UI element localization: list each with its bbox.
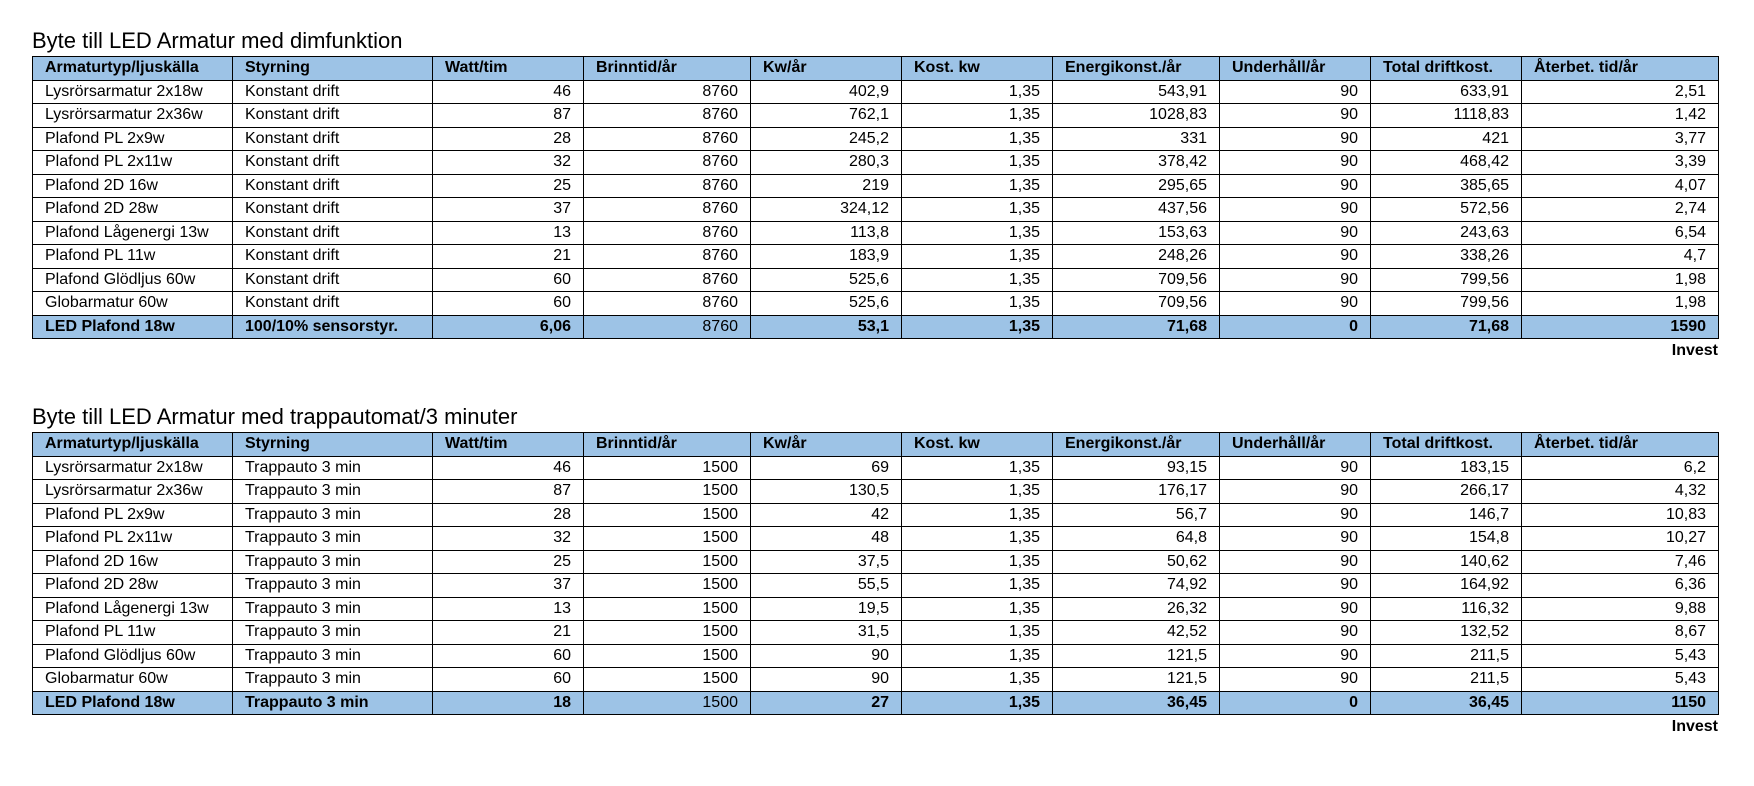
cell-aterbet: 1,42 (1522, 104, 1719, 128)
table-row (33, 174, 1719, 198)
cell-underhall: 90 (1220, 621, 1371, 645)
cell-watt: 60 (433, 268, 584, 292)
cell-kw: 219 (751, 174, 902, 198)
led-cell-kw: 53,1 (751, 315, 902, 339)
cell-armaturtyp: Plafond PL 2x11w (33, 527, 233, 551)
led-cell-energi: 71,68 (1053, 315, 1220, 339)
column-header-kw: Kw/år (751, 57, 902, 81)
cell-kost: 1,35 (902, 597, 1053, 621)
cell-total: 385,65 (1371, 174, 1522, 198)
table-row (33, 503, 1719, 527)
cell-brinntid: 1500 (584, 668, 751, 692)
cell-watt: 60 (433, 292, 584, 316)
table-row (33, 268, 1719, 292)
cell-total: 799,56 (1371, 292, 1522, 316)
column-header-styrning: Styrning (233, 57, 433, 81)
led-cell-underhall: 0 (1220, 691, 1371, 715)
cell-energi: 331 (1053, 127, 1220, 151)
cell-energi: 176,17 (1053, 480, 1220, 504)
cell-underhall: 90 (1220, 456, 1371, 480)
table2-title: Byte till LED Armatur med trappautomat/3 minuter (32, 404, 518, 429)
cell-armaturtyp: Plafond 2D 16w (33, 550, 233, 574)
cell-armaturtyp: Plafond 2D 16w (33, 174, 233, 198)
cell-armaturtyp: Plafond 2D 28w (33, 574, 233, 598)
cell-aterbet: 8,67 (1522, 621, 1719, 645)
cell-armaturtyp: Plafond Lågenergi 13w (33, 221, 233, 245)
cell-brinntid: 8760 (584, 221, 751, 245)
column-header-aterbet: Återbet. tid/år (1522, 57, 1719, 81)
table2-body (33, 456, 1719, 715)
cell-kost: 1,35 (902, 127, 1053, 151)
cell-styrning: Konstant drift (233, 104, 433, 128)
cell-brinntid: 8760 (584, 174, 751, 198)
cell-styrning: Trappauto 3 min (233, 527, 433, 551)
table-row (33, 245, 1719, 269)
cell-kw: 245,2 (751, 127, 902, 151)
cell-total: 116,32 (1371, 597, 1522, 621)
cell-kost: 1,35 (902, 80, 1053, 104)
cell-aterbet: 3,77 (1522, 127, 1719, 151)
cell-aterbet: 6,54 (1522, 221, 1719, 245)
table-row (33, 292, 1719, 316)
cell-energi: 153,63 (1053, 221, 1220, 245)
cell-total: 572,56 (1371, 198, 1522, 222)
cell-energi: 543,91 (1053, 80, 1220, 104)
led-cell-armaturtyp: LED Plafond 18w (33, 315, 233, 339)
cell-styrning: Trappauto 3 min (233, 644, 433, 668)
cell-watt: 28 (433, 127, 584, 151)
cell-kw: 402,9 (751, 80, 902, 104)
cell-brinntid: 1500 (584, 550, 751, 574)
cell-brinntid: 1500 (584, 456, 751, 480)
cell-watt: 28 (433, 503, 584, 527)
cell-aterbet: 7,46 (1522, 550, 1719, 574)
cell-energi: 26,32 (1053, 597, 1220, 621)
cell-armaturtyp: Plafond PL 2x9w (33, 503, 233, 527)
cell-total: 211,5 (1371, 668, 1522, 692)
cell-kw: 113,8 (751, 221, 902, 245)
table-row (33, 127, 1719, 151)
cell-kw: 42 (751, 503, 902, 527)
column-header-total: Total driftkost. (1371, 57, 1522, 81)
table-row (33, 198, 1719, 222)
cell-styrning: Konstant drift (233, 221, 433, 245)
cell-underhall: 90 (1220, 174, 1371, 198)
cell-watt: 60 (433, 668, 584, 692)
cell-kost: 1,35 (902, 245, 1053, 269)
cell-kost: 1,35 (902, 104, 1053, 128)
table2 (32, 432, 1719, 715)
cell-kost: 1,35 (902, 550, 1053, 574)
cell-underhall: 90 (1220, 527, 1371, 551)
table-row (33, 550, 1719, 574)
cell-kost: 1,35 (902, 621, 1053, 645)
table2-header-row (33, 433, 1719, 457)
led-cell-total: 71,68 (1371, 315, 1522, 339)
cell-brinntid: 1500 (584, 480, 751, 504)
table-row (33, 574, 1719, 598)
cell-aterbet: 5,43 (1522, 644, 1719, 668)
cell-watt: 25 (433, 550, 584, 574)
cell-underhall: 90 (1220, 127, 1371, 151)
table-row (33, 456, 1719, 480)
cell-kost: 1,35 (902, 480, 1053, 504)
cell-total: 146,7 (1371, 503, 1522, 527)
cell-aterbet: 4,07 (1522, 174, 1719, 198)
cell-armaturtyp: Globarmatur 60w (33, 668, 233, 692)
cell-aterbet: 2,51 (1522, 80, 1719, 104)
column-header-watt: Watt/tim (433, 57, 584, 81)
led-cell-watt: 18 (433, 691, 584, 715)
cell-energi: 709,56 (1053, 292, 1220, 316)
cell-armaturtyp: Globarmatur 60w (33, 292, 233, 316)
cell-total: 183,15 (1371, 456, 1522, 480)
cell-kw: 31,5 (751, 621, 902, 645)
cell-kw: 90 (751, 668, 902, 692)
cell-kw: 324,12 (751, 198, 902, 222)
cell-aterbet: 10,27 (1522, 527, 1719, 551)
cell-kost: 1,35 (902, 174, 1053, 198)
cell-styrning: Trappauto 3 min (233, 621, 433, 645)
led-cell-total: 36,45 (1371, 691, 1522, 715)
cell-watt: 25 (433, 174, 584, 198)
cell-aterbet: 10,83 (1522, 503, 1719, 527)
cell-watt: 46 (433, 80, 584, 104)
column-header-watt: Watt/tim (433, 433, 584, 457)
cell-watt: 87 (433, 480, 584, 504)
cell-energi: 121,5 (1053, 668, 1220, 692)
cell-total: 633,91 (1371, 80, 1522, 104)
cell-armaturtyp: Lysrörsarmatur 2x36w (33, 104, 233, 128)
cell-kw: 48 (751, 527, 902, 551)
cell-brinntid: 8760 (584, 292, 751, 316)
cell-total: 421 (1371, 127, 1522, 151)
cell-armaturtyp: Plafond PL 11w (33, 245, 233, 269)
cell-energi: 1028,83 (1053, 104, 1220, 128)
cell-total: 338,26 (1371, 245, 1522, 269)
cell-total: 132,52 (1371, 621, 1522, 645)
cell-styrning: Trappauto 3 min (233, 668, 433, 692)
column-header-armaturtyp: Armaturtyp/ljuskälla (33, 57, 233, 81)
cell-kw: 183,9 (751, 245, 902, 269)
cell-watt: 37 (433, 574, 584, 598)
led-cell-aterbet: 1150 (1522, 691, 1719, 715)
cell-styrning: Trappauto 3 min (233, 480, 433, 504)
table-row (33, 621, 1719, 645)
column-header-kw: Kw/år (751, 433, 902, 457)
cell-aterbet: 6,2 (1522, 456, 1719, 480)
cell-styrning: Konstant drift (233, 198, 433, 222)
table-row (33, 644, 1719, 668)
cell-kw: 55,5 (751, 574, 902, 598)
cell-watt: 32 (433, 527, 584, 551)
table1-header (33, 57, 1719, 81)
cell-styrning: Konstant drift (233, 268, 433, 292)
cell-watt: 21 (433, 245, 584, 269)
cell-kw: 280,3 (751, 151, 902, 175)
cell-energi: 248,26 (1053, 245, 1220, 269)
cell-underhall: 90 (1220, 292, 1371, 316)
cell-brinntid: 1500 (584, 597, 751, 621)
table1-title: Byte till LED Armatur med dimfunktion (32, 28, 403, 53)
cell-energi: 295,65 (1053, 174, 1220, 198)
led-cell-watt: 6,06 (433, 315, 584, 339)
cell-energi: 121,5 (1053, 644, 1220, 668)
cell-energi: 378,42 (1053, 151, 1220, 175)
cell-brinntid: 8760 (584, 151, 751, 175)
cell-aterbet: 1,98 (1522, 292, 1719, 316)
cell-watt: 87 (433, 104, 584, 128)
cell-underhall: 90 (1220, 550, 1371, 574)
cell-watt: 13 (433, 221, 584, 245)
cell-kost: 1,35 (902, 456, 1053, 480)
cell-underhall: 90 (1220, 503, 1371, 527)
cell-energi: 437,56 (1053, 198, 1220, 222)
cell-kost: 1,35 (902, 503, 1053, 527)
cell-total: 1118,83 (1371, 104, 1522, 128)
cell-aterbet: 3,39 (1522, 151, 1719, 175)
cell-styrning: Konstant drift (233, 174, 433, 198)
cell-underhall: 90 (1220, 221, 1371, 245)
cell-armaturtyp: Plafond Glödljus 60w (33, 644, 233, 668)
cell-kost: 1,35 (902, 668, 1053, 692)
cell-aterbet: 5,43 (1522, 668, 1719, 692)
cell-armaturtyp: Plafond 2D 28w (33, 198, 233, 222)
cell-underhall: 90 (1220, 245, 1371, 269)
cell-underhall: 90 (1220, 104, 1371, 128)
cell-armaturtyp: Plafond PL 2x9w (33, 127, 233, 151)
cell-underhall: 90 (1220, 597, 1371, 621)
cell-brinntid: 8760 (584, 127, 751, 151)
section-dimfunktion (32, 26, 1718, 363)
cell-total: 243,63 (1371, 221, 1522, 245)
cell-styrning: Konstant drift (233, 80, 433, 104)
cell-watt: 37 (433, 198, 584, 222)
table-row (33, 221, 1719, 245)
cell-watt: 46 (433, 456, 584, 480)
led-cell-kw: 27 (751, 691, 902, 715)
cell-kost: 1,35 (902, 151, 1053, 175)
led-cell-energi: 36,45 (1053, 691, 1220, 715)
table-row (33, 104, 1719, 128)
cell-energi: 50,62 (1053, 550, 1220, 574)
cell-armaturtyp: Plafond PL 11w (33, 621, 233, 645)
led-cell-kost: 1,35 (902, 691, 1053, 715)
cell-underhall: 90 (1220, 151, 1371, 175)
cell-aterbet: 4,7 (1522, 245, 1719, 269)
led-cell-brinntid: 1500 (584, 691, 751, 715)
cell-underhall: 90 (1220, 480, 1371, 504)
led-cell-underhall: 0 (1220, 315, 1371, 339)
cell-kost: 1,35 (902, 198, 1053, 222)
table1-body (33, 80, 1719, 339)
cell-brinntid: 1500 (584, 527, 751, 551)
cell-kw: 525,6 (751, 292, 902, 316)
cell-total: 799,56 (1371, 268, 1522, 292)
cell-brinntid: 1500 (584, 621, 751, 645)
led-cell-styrning: Trappauto 3 min (233, 691, 433, 715)
cell-energi: 93,15 (1053, 456, 1220, 480)
cell-brinntid: 8760 (584, 268, 751, 292)
cell-armaturtyp: Plafond Glödljus 60w (33, 268, 233, 292)
table2-invest-label: Invest (1671, 718, 1718, 735)
led-row (33, 315, 1719, 339)
cell-styrning: Trappauto 3 min (233, 550, 433, 574)
cell-armaturtyp: Lysrörsarmatur 2x18w (33, 456, 233, 480)
cell-watt: 21 (433, 621, 584, 645)
cell-underhall: 90 (1220, 198, 1371, 222)
cell-energi: 74,92 (1053, 574, 1220, 598)
cell-watt: 32 (433, 151, 584, 175)
cell-kost: 1,35 (902, 268, 1053, 292)
led-cell-brinntid: 8760 (584, 315, 751, 339)
table-row (33, 668, 1719, 692)
cell-aterbet: 1,98 (1522, 268, 1719, 292)
column-header-energi: Energikonst./år (1053, 57, 1220, 81)
cell-styrning: Trappauto 3 min (233, 574, 433, 598)
cell-kw: 130,5 (751, 480, 902, 504)
cell-kost: 1,35 (902, 292, 1053, 316)
column-header-brinntid: Brinntid/år (584, 433, 751, 457)
cell-kost: 1,35 (902, 644, 1053, 668)
cell-armaturtyp: Plafond PL 2x11w (33, 151, 233, 175)
cell-total: 154,8 (1371, 527, 1522, 551)
cell-underhall: 90 (1220, 574, 1371, 598)
cell-aterbet: 6,36 (1522, 574, 1719, 598)
cell-brinntid: 8760 (584, 245, 751, 269)
column-header-underhall: Underhåll/år (1220, 433, 1371, 457)
cell-brinntid: 8760 (584, 104, 751, 128)
column-header-aterbet: Återbet. tid/år (1522, 433, 1719, 457)
led-row (33, 691, 1719, 715)
section-trappautomat (32, 402, 1718, 739)
cell-energi: 709,56 (1053, 268, 1220, 292)
cell-brinntid: 8760 (584, 80, 751, 104)
cell-aterbet: 4,32 (1522, 480, 1719, 504)
cell-underhall: 90 (1220, 268, 1371, 292)
table1-header-row (33, 57, 1719, 81)
cell-styrning: Konstant drift (233, 245, 433, 269)
table-row (33, 597, 1719, 621)
led-cell-kost: 1,35 (902, 315, 1053, 339)
table1-invest-label: Invest (1671, 342, 1718, 359)
cell-underhall: 90 (1220, 644, 1371, 668)
cell-armaturtyp: Lysrörsarmatur 2x18w (33, 80, 233, 104)
cell-energi: 56,7 (1053, 503, 1220, 527)
cell-styrning: Konstant drift (233, 127, 433, 151)
cell-energi: 64,8 (1053, 527, 1220, 551)
cell-total: 266,17 (1371, 480, 1522, 504)
led-cell-aterbet: 1590 (1522, 315, 1719, 339)
cell-kw: 69 (751, 456, 902, 480)
led-cell-armaturtyp: LED Plafond 18w (33, 691, 233, 715)
column-header-underhall: Underhåll/år (1220, 57, 1371, 81)
table-row (33, 527, 1719, 551)
cell-kost: 1,35 (902, 574, 1053, 598)
cell-watt: 60 (433, 644, 584, 668)
cell-kw: 762,1 (751, 104, 902, 128)
cell-styrning: Trappauto 3 min (233, 503, 433, 527)
column-header-total: Total driftkost. (1371, 433, 1522, 457)
cell-brinntid: 1500 (584, 574, 751, 598)
cell-total: 140,62 (1371, 550, 1522, 574)
column-header-kost: Kost. kw (902, 433, 1053, 457)
table-row (33, 80, 1719, 104)
cell-styrning: Konstant drift (233, 151, 433, 175)
column-header-armaturtyp: Armaturtyp/ljuskälla (33, 433, 233, 457)
column-header-energi: Energikonst./år (1053, 433, 1220, 457)
led-cell-styrning: 100/10% sensorstyr. (233, 315, 433, 339)
cell-aterbet: 9,88 (1522, 597, 1719, 621)
cell-armaturtyp: Lysrörsarmatur 2x36w (33, 480, 233, 504)
cell-armaturtyp: Plafond Lågenergi 13w (33, 597, 233, 621)
cell-brinntid: 1500 (584, 644, 751, 668)
cell-styrning: Trappauto 3 min (233, 456, 433, 480)
cell-energi: 42,52 (1053, 621, 1220, 645)
cell-watt: 13 (433, 597, 584, 621)
cell-kost: 1,35 (902, 221, 1053, 245)
cell-kw: 90 (751, 644, 902, 668)
table2-header (33, 433, 1719, 457)
cell-aterbet: 2,74 (1522, 198, 1719, 222)
cell-kost: 1,35 (902, 527, 1053, 551)
cell-kw: 19,5 (751, 597, 902, 621)
cell-underhall: 90 (1220, 80, 1371, 104)
column-header-kost: Kost. kw (902, 57, 1053, 81)
table-row (33, 151, 1719, 175)
cell-kw: 525,6 (751, 268, 902, 292)
cell-total: 468,42 (1371, 151, 1522, 175)
column-header-brinntid: Brinntid/år (584, 57, 751, 81)
cell-brinntid: 1500 (584, 503, 751, 527)
table1 (32, 56, 1719, 339)
cell-underhall: 90 (1220, 668, 1371, 692)
cell-total: 211,5 (1371, 644, 1522, 668)
cell-kw: 37,5 (751, 550, 902, 574)
column-header-styrning: Styrning (233, 433, 433, 457)
cell-brinntid: 8760 (584, 198, 751, 222)
cell-total: 164,92 (1371, 574, 1522, 598)
cell-styrning: Konstant drift (233, 292, 433, 316)
table-row (33, 480, 1719, 504)
cell-styrning: Trappauto 3 min (233, 597, 433, 621)
